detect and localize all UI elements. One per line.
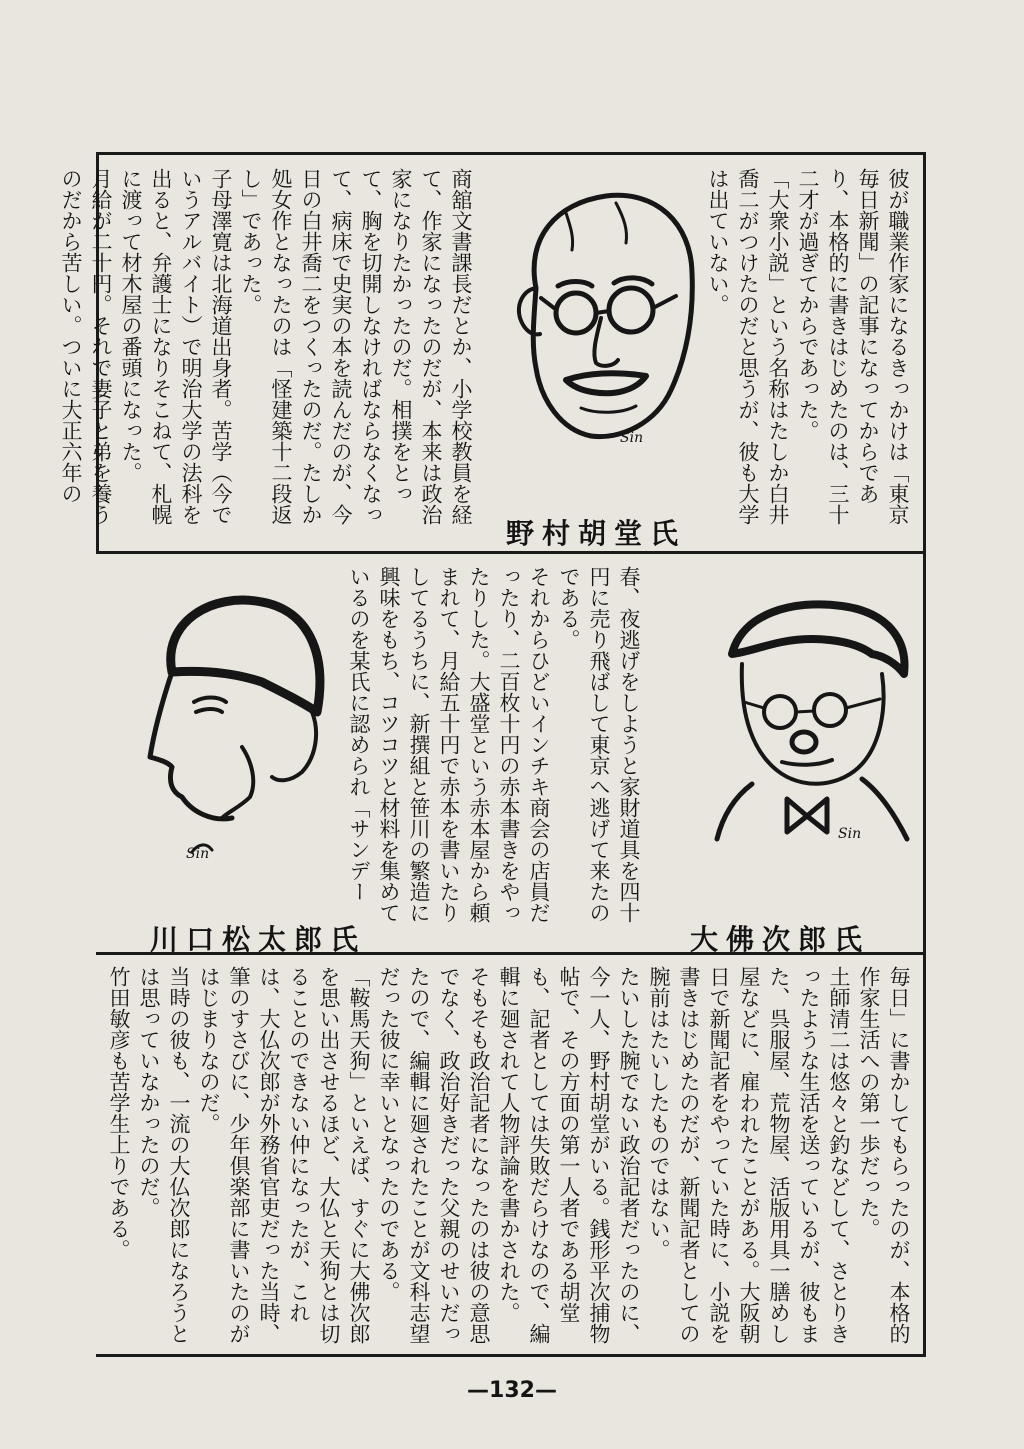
- page-number: —132—: [467, 1378, 557, 1403]
- osaragi-portrait: [712, 594, 912, 844]
- osaragi-signature: Sin: [838, 826, 862, 842]
- top-rule: [96, 152, 926, 155]
- kawaguchi-portrait: [132, 582, 332, 862]
- caption-osaragi: 大佛次郎氏: [690, 923, 871, 956]
- kawaguchi-signature: Sin: [186, 846, 210, 862]
- caption-nomura: 野村胡堂氏: [506, 517, 687, 550]
- bottom-rule: [96, 1354, 926, 1357]
- caption-kawaguchi: 川口松太郎氏: [150, 923, 367, 956]
- nomura-signature: Sin: [620, 430, 644, 446]
- nomura-text-left: 商舘文書課長だとか、小学校教員を経て、作家になったのだが、本来は政治家になりたかったのだ。相撲をとって、胸を切開しなければならなくなって、病床で史実の本を読んだのが、今日の白井喬二をつくったのだ。たしか処女作となったのは「怪建築十二段返し」であった。 子母澤寛は北海道出身者。苦学（今でいうアルバイト）で明治大学の法科を出ると、弁護士になりそこねて、札幌に渡って材木屋の番頭になった。 月給が二十円。それで妻子と弟を養うのだから苦しい。ついに大正六年の: [59, 168, 473, 525]
- nomura-portrait: [496, 168, 716, 458]
- bottom-text: 毎日」に書かしてもらったのが、本格的作家生活への第一歩だった。 土師清二は悠々と釣などして、さとりきったような生活を送っているが、彼もまた、呉服屋、荒物屋、活版用具一膳めし屋などに、雇われたことがある。大阪朝日で新聞記者をやっていた時に、小説を書きはじめたのだが、新聞記者としての腕前はたいしたものではない。 たいした腕でない政治記者だったのに、今一人、野村胡堂がいる。銭形平次捕物帖で、その方面の第一人者である胡堂も、記者としては失敗だらけなので、編輯に廻されて人物評論を書かされた。 そもそも政治記者になったのは彼の意思でなく、政治好きだった父親のせいだったので、編輯に廻されたことが文科志望だった彼に幸いとなったのである。 「鞍馬天狗」といえば、すぐに大佛次郎を思い出させるほど、大仏と天狗とは切ることのできない仲になったが、これは、大仏次郎が外務省官吏だった当時、筆のすさびに、少年倶楽部に書いたのがはじまりなのだ。 当時の彼も、一流の大仏次郎になろうとは思っていなかったのだ。 竹田敏彦も苦学生上りである。: [107, 966, 911, 1344]
- nomura-text-right: 彼が職業作家になるきっかけは「東京毎日新聞」の記事になってからであり、本格的に書きはじめたのは、三十二才が過ぎてからであった。 「大衆小説」という名称はたしか白井喬二がつけたのだと思うが、彼も大学は出ていない。: [706, 168, 910, 525]
- middle-text: 春、夜逃げをしようと家財道具を四十円に売り飛ばして東京へ逃げて来たのである。 それからひどいインチキ商会の店員だったり、二百枚十円の赤本書きをやったりした。大盛堂という赤本屋から頼まれて、月給五十円で赤本を書いたりしてるうちに、新撰組と笹川の繁造に興味をもち、コツコツと材料を集めているのを某氏に認められ「サンデー: [347, 566, 641, 923]
- right-rule: [923, 152, 926, 1357]
